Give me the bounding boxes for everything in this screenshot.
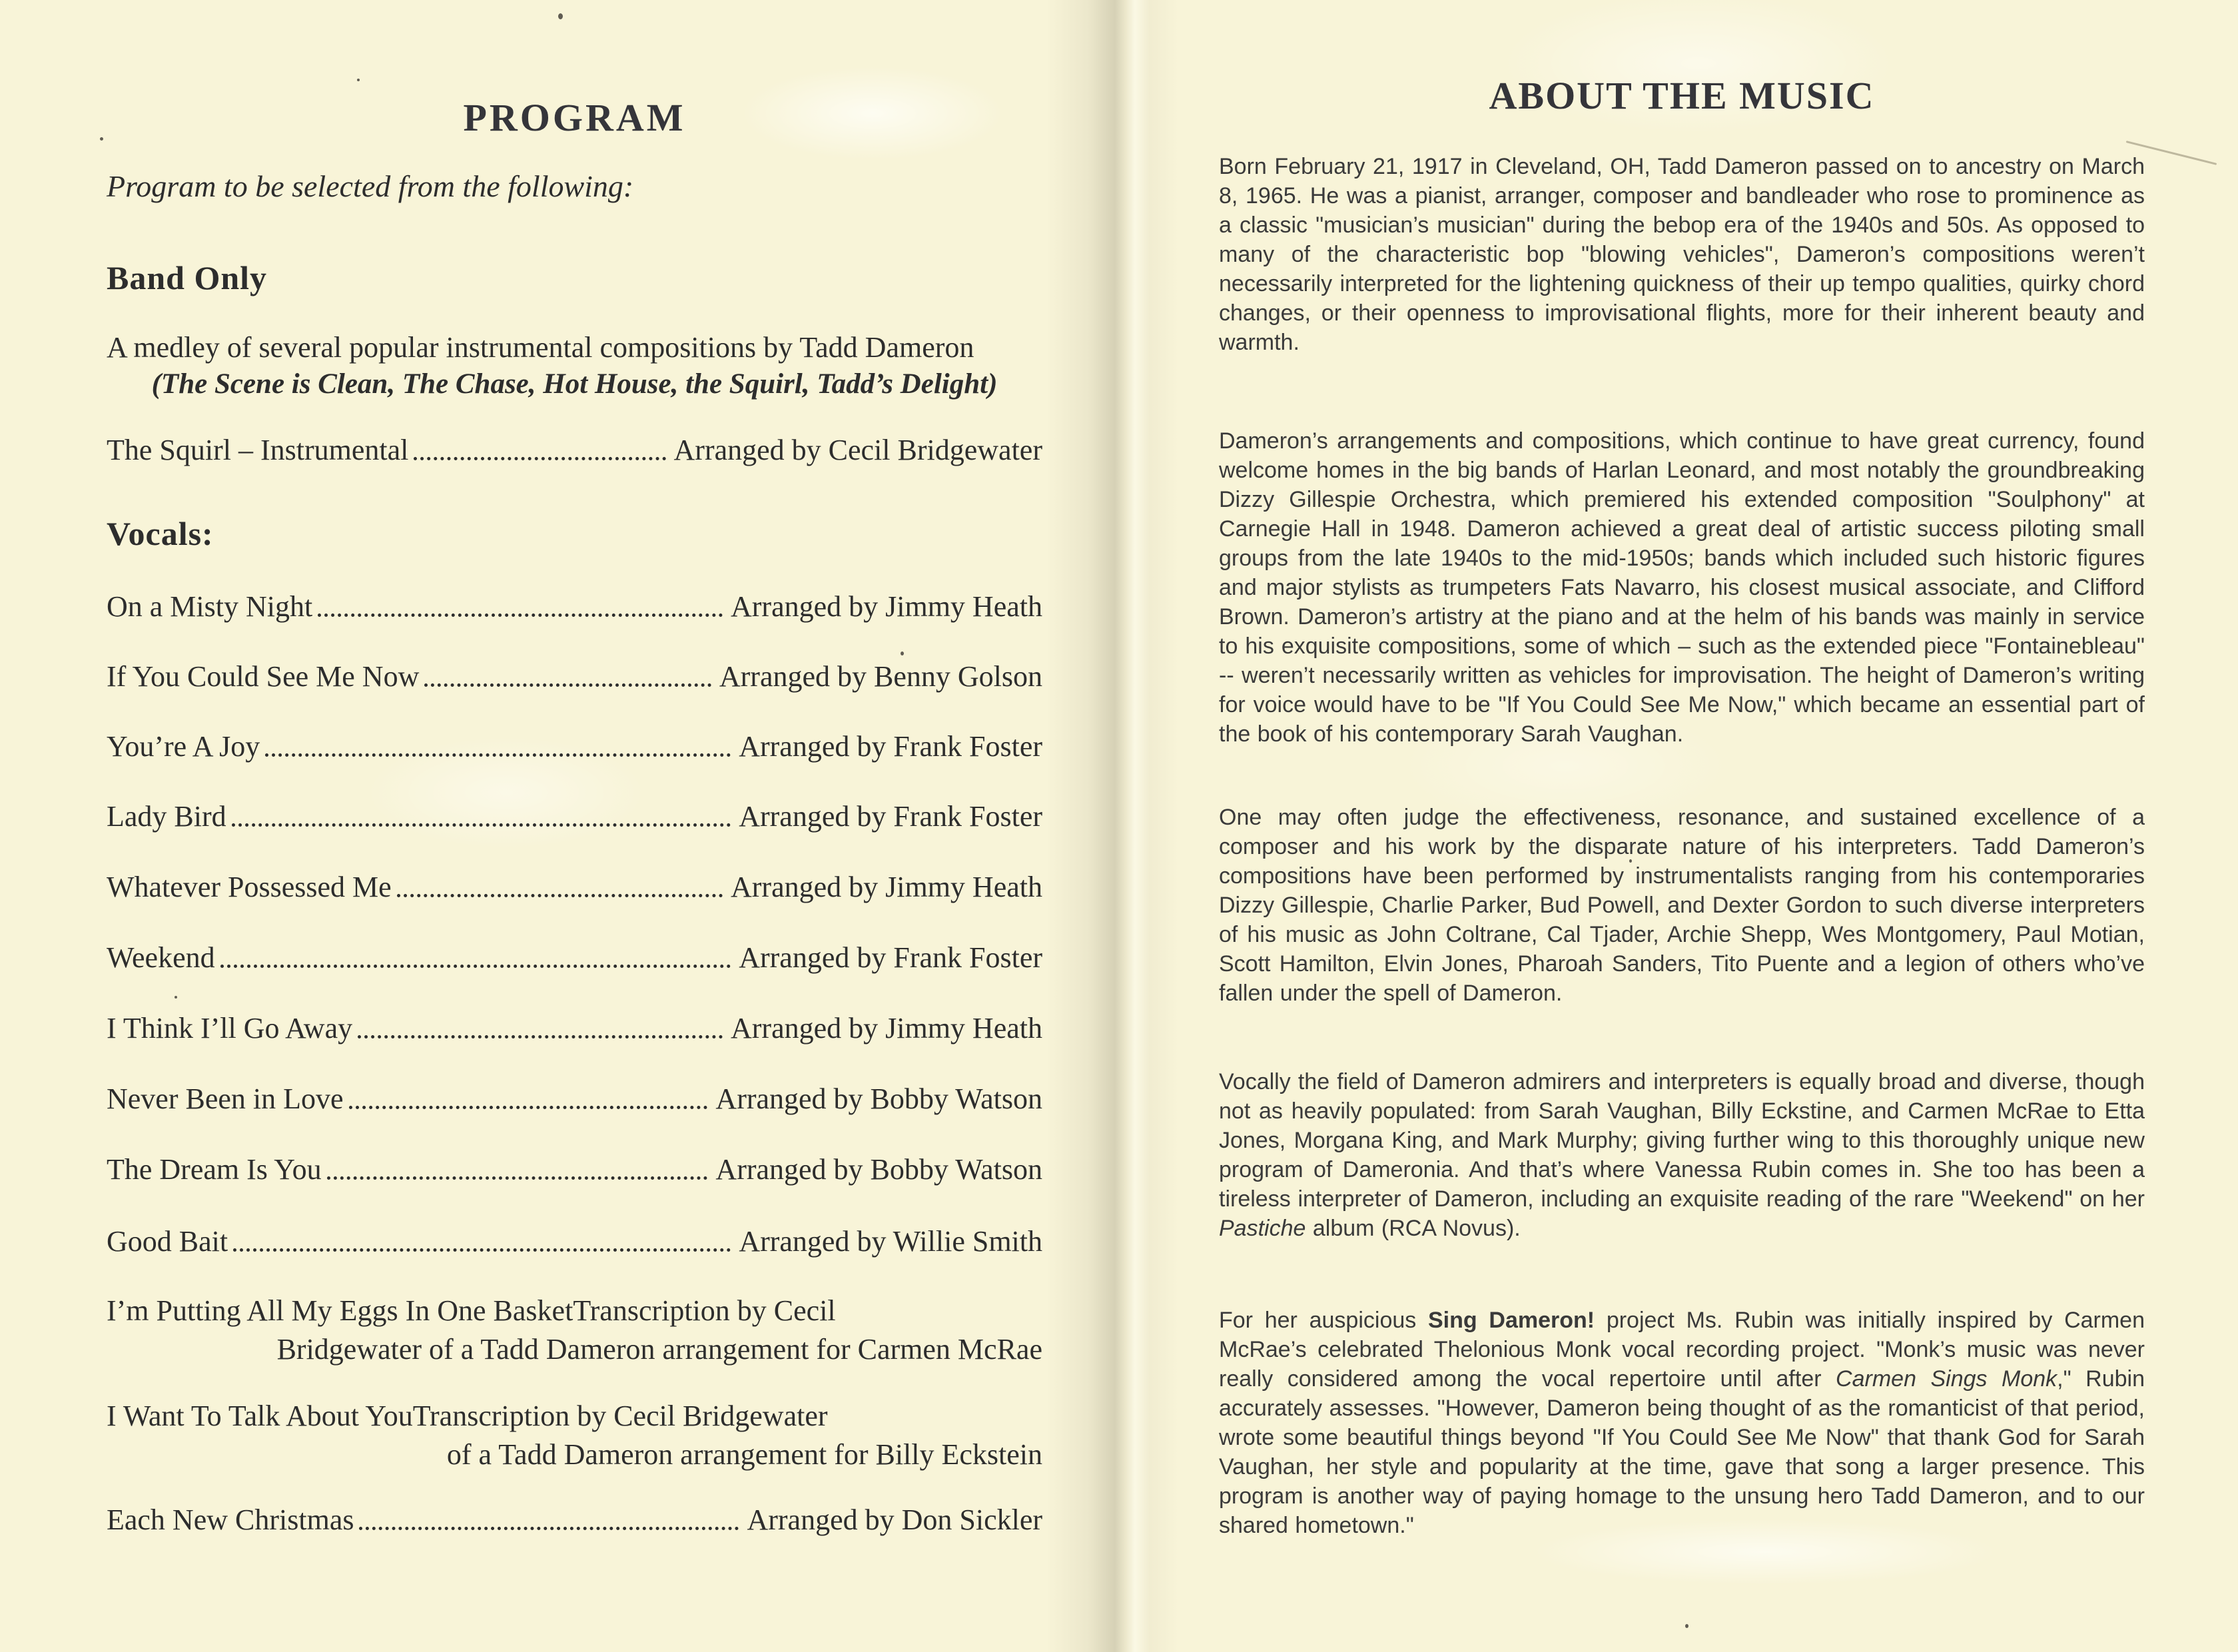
band-only-heading: Band Only — [107, 259, 268, 296]
song-title: Each New Christmas — [107, 1503, 354, 1536]
dotted-leader — [232, 823, 731, 827]
about-paragraph-5 — [1219, 1306, 2145, 1540]
left-page-program — [107, 0, 1042, 1652]
song-title: Whatever Possessed Me — [107, 871, 392, 903]
arranger-credit-continued: Bridgewater of a Tadd Dameron arrangement for Carmen McRae — [276, 1333, 1042, 1366]
dotted-leader — [233, 1248, 731, 1252]
page-fold-crease — [1046, 0, 1179, 1652]
paragraph-text-segment: Vocally the field of Dameron admirers and interpreters is equally broad and diverse, though not as heavily populated: from Sarah Vaughan, Billy Eckstine, and Carmen McRae to Etta Jones, Morgana King, and Mark Murphy; giving further wing to this thoroughly unique new program of Dameronia. And that’s where Vanessa Rubin comes in. She too has been a tireless interpreter of Dameron, including an exquisite reading of the rare "Weekend" on her — [1219, 1069, 2145, 1212]
dotted-leader — [359, 1527, 739, 1530]
song-title: The Dream Is You — [107, 1153, 322, 1186]
song-title: Good Bait — [107, 1225, 228, 1258]
program-item — [107, 941, 1042, 975]
song-title: If You Could See Me Now — [107, 660, 420, 693]
medley-tune-list: (The Scene is Clean, The Chase, Hot House, the Squirl, Tadd’s Delight) — [151, 368, 998, 400]
album-title-italic: Carmen Sings Monk — [1836, 1366, 2057, 1392]
arranger-credit: Arranged by Don Sickler — [747, 1503, 1042, 1536]
arranger-credit: Arranged by Bobby Watson — [715, 1082, 1042, 1115]
program-item — [107, 870, 1042, 905]
project-title-bold: Sing Dameron! — [1428, 1308, 1595, 1333]
program-item — [107, 1082, 1042, 1116]
arranger-credit: Arranged by Bobby Watson — [715, 1153, 1042, 1186]
song-title: The Squirl – Instrumental — [107, 434, 409, 466]
medley-description: A medley of several popular instrumental compositions by Tadd Dameron — [107, 331, 974, 364]
arranger-credit: Arranged by Jimmy Heath — [731, 1012, 1042, 1044]
about-paragraph-3: One may often judge the effectiveness, resonance, and sustained excellence of a composer and his work by the disparate nature of his interpreters. Tadd Dameron’s compositions have been performed by instrumentalists ranging from his contemporaries Dizzy Gillespie, Charlie Parker, Bud Powell, and Dexter Gordon to such diverse interpreters of his music as John Coltrane, Cal Tjader, Archie Shepp, Wes Montgomery, Paul Motian, Scott Hamilton, Elvin Jones, Pharoah Sanders, Tito Puente and a legion of others who’ve fallen under the spell of Dameron. — [1219, 805, 2145, 1006]
about-paragraph-1: Born February 21, 1917 in Cleveland, OH, Tadd Dameron passed on to ancestry on March 8, 1965. He was a pianist, arranger, composer and bandleader who rose to prominence as a classic "musician’s musician" during the bebop era of the 1940s and 50s. As opposed to many of the characteristic bop "blowing vehicles", Dameron’s compositions weren’t necessarily interpreted for the lightening quickness of their up tempo qualities, quirky chord changes, or their openness to improvisational flights, more for their inherent beauty and warmth. — [1219, 154, 2145, 355]
song-title: Never Been in Love — [107, 1082, 344, 1115]
about-paragraph-4 — [1219, 1067, 2145, 1243]
dotted-leader — [424, 683, 711, 687]
program-item — [107, 729, 1042, 764]
program-item — [107, 590, 1042, 624]
arranger-credit: Arranged by Jimmy Heath — [731, 871, 1042, 903]
vocals-heading: Vocals: — [107, 515, 214, 552]
dotted-leader — [349, 1106, 708, 1109]
arranger-credit: Arranged by Frank Foster — [739, 941, 1042, 974]
song-title: I’m Putting All My Eggs In One Basket — [107, 1294, 573, 1327]
dotted-leader — [265, 753, 731, 757]
paragraph-text-segment: project Ms. Rubin was initially inspired by Carmen McRae’s celebrated Thelonious Monk vocal recording project. "Monk’s music was never really considered among the vocal repertoire until after — [1219, 1308, 2145, 1392]
paragraph-text-segment: For her auspicious — [1219, 1308, 1428, 1333]
program-item-line1 — [107, 1399, 1042, 1434]
song-title: On a Misty Night — [107, 590, 313, 623]
dotted-leader — [358, 1035, 723, 1038]
arranger-credit: Arranged by Frank Foster — [739, 730, 1042, 763]
arranger-credit: Arranged by Willie Smith — [739, 1225, 1042, 1258]
dotted-leader — [318, 614, 723, 617]
program-title: PROGRAM — [463, 96, 686, 139]
arranger-credit: Arranged by Frank Foster — [739, 800, 1042, 833]
paragraph-text-segment: ," Rubin accurately assesses. "However, Dameron being thought of as the romanticist of that period, wrote some beautiful things beyond "If You Could See Me Now" that thank God for Sarah Vaughan, her style and popularity at the time, gave that song a larger presence. This program is another way of paying homage to the unsung hero Tadd Dameron, and to our shared hometown." — [1219, 1366, 2145, 1538]
about-the-music-title: ABOUT THE MUSIC — [1489, 74, 1875, 117]
dotted-leader — [414, 457, 665, 460]
program-item — [107, 1011, 1042, 1046]
arranger-credit: Arranged by Jimmy Heath — [731, 590, 1042, 623]
song-title: I Want To Talk About You — [107, 1400, 413, 1432]
arranger-credit: Transcription by Cecil Bridgewater — [412, 1400, 828, 1432]
song-title: Lady Bird — [107, 800, 226, 833]
program-item-line1 — [107, 1294, 1042, 1328]
program-item — [107, 1503, 1042, 1537]
arranger-credit: Arranged by Cecil Bridgewater — [673, 434, 1042, 466]
song-title: I Think I’ll Go Away — [107, 1012, 353, 1044]
program-item — [107, 1152, 1042, 1187]
song-title: Weekend — [107, 941, 215, 974]
program-item — [107, 1224, 1042, 1259]
arranger-credit: Arranged by Benny Golson — [719, 660, 1042, 693]
program-item — [107, 799, 1042, 834]
song-title: You’re A Joy — [107, 730, 260, 763]
program-intro: Program to be selected from the following: — [107, 169, 634, 203]
paragraph-text-segment: album (RCA Novus). — [1306, 1216, 1521, 1241]
arranger-credit-continued: of a Tadd Dameron arrangement for Billy Eckstein — [446, 1438, 1042, 1471]
about-paragraph-2: Dameron’s arrangements and compositions, which continue to have great currency, found welcome homes in the big bands of Harlan Leonard, and most notably the groundbreaking Dizzy Gillespie Orchestra, which premiered his extended composition "Soulphony" at Carnegie Hall in 1948. Dameron achieved a great deal of artistic success piloting small groups from the late 1940s to the mid-1950s; bands which included such historic figures and major stylists as trumpeters Fats Navarro, his closest musical associate, and Clifford Brown. Dameron’s artistry at the piano and at the helm of his bands was mainly in service to his exquisite compositions, some of which – such as the extended piece "Fontainebleau" -- weren’t necessarily written as vehicles for improvisation. The height of Dameron’s writing for voice would have to be "If You Could See Me Now," which became an essential part of the book of his contemporary Sarah Vaughan. — [1219, 428, 2145, 747]
right-page-about-the-music — [1219, 0, 2145, 1652]
program-item — [107, 659, 1042, 694]
dotted-leader — [397, 894, 723, 897]
program-item — [107, 1399, 1042, 1472]
program-item — [107, 1294, 1042, 1367]
dotted-leader — [220, 965, 731, 968]
arranger-credit: Transcription by Cecil — [573, 1294, 836, 1327]
album-title-italic: Pastiche — [1219, 1216, 1306, 1241]
dotted-leader — [327, 1176, 708, 1180]
program-item — [107, 433, 1042, 468]
